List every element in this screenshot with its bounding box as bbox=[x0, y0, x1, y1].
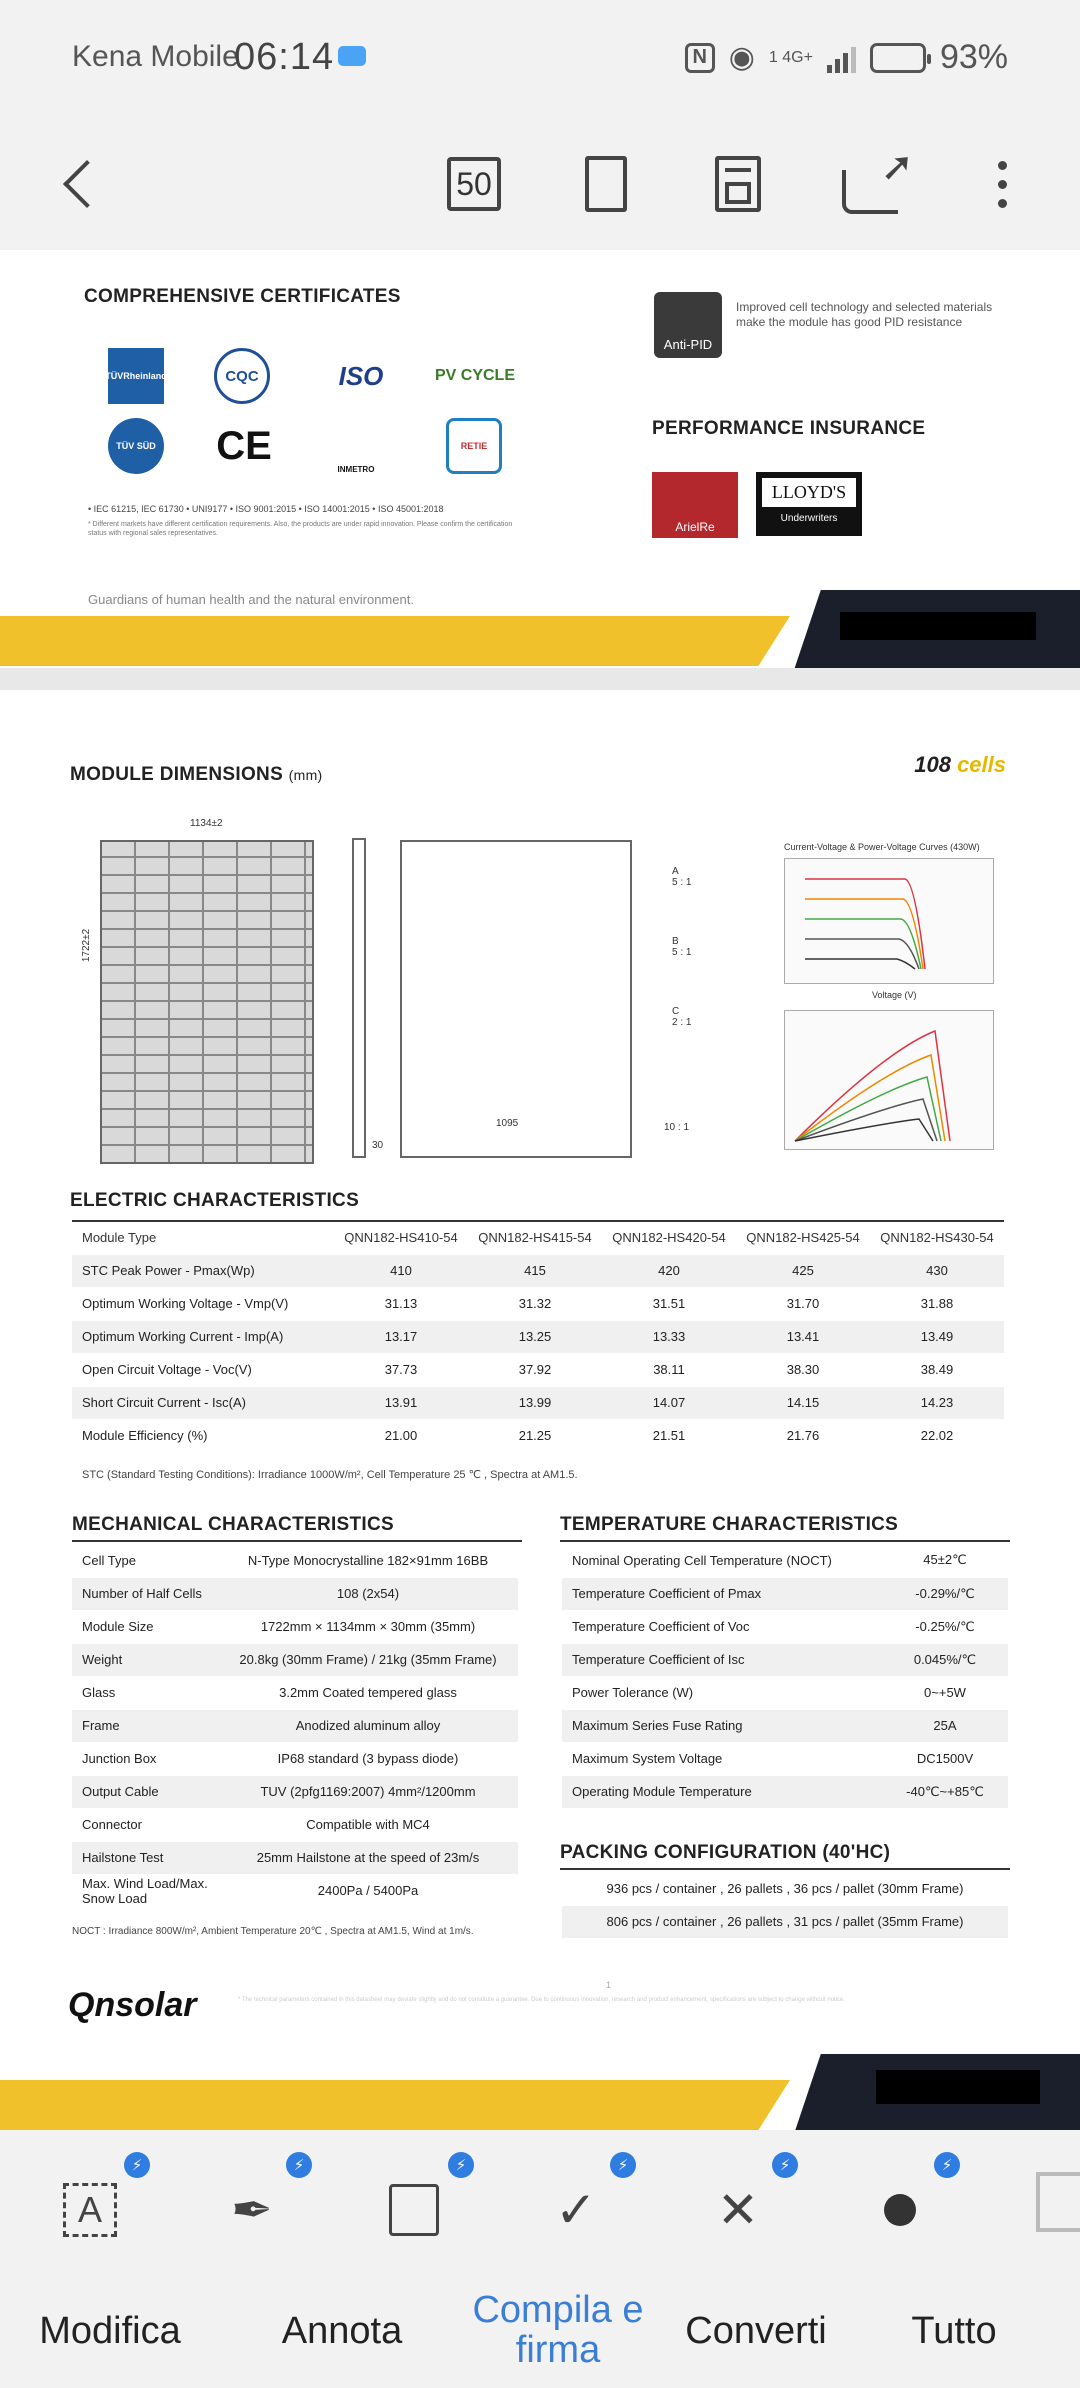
table-row bbox=[562, 1905, 1008, 1938]
notification-icon bbox=[338, 46, 366, 66]
table-cell: Number of Half Cells bbox=[72, 1577, 218, 1610]
cells-label bbox=[914, 752, 1006, 778]
table-cell: 420 bbox=[602, 1254, 736, 1287]
dot-icon[interactable] bbox=[860, 2170, 940, 2250]
table-cell: 31.70 bbox=[736, 1287, 870, 1320]
tuv-rheinland-logo: TÜVRheinland bbox=[108, 348, 164, 404]
back-button[interactable] bbox=[40, 144, 120, 224]
table-cell: Frame bbox=[72, 1709, 218, 1742]
premium-badge-icon: ⚡ bbox=[772, 2152, 798, 2178]
table-row bbox=[72, 1577, 518, 1610]
table-cell: 936 pcs / container , 26 pallets , 36 pcs / pallet (30mm Frame) bbox=[562, 1872, 1008, 1905]
cert-note: * Different markets have different certification requirements. Also, the products are under rapid innovation. Please confirm the certification status with regional sales representatives. bbox=[88, 521, 513, 537]
status-icons bbox=[685, 38, 1008, 77]
table-cell: Junction Box bbox=[72, 1742, 218, 1775]
table-cell: Cell Type bbox=[72, 1544, 218, 1577]
section-details: A 5 : 1 B 5 : 1 C 2 : 1 10 : 1 bbox=[664, 866, 692, 1133]
table-cell: Optimum Working Current - Imp(A) bbox=[72, 1320, 334, 1353]
table-cell: Module Efficiency (%) bbox=[72, 1419, 334, 1452]
pen-icon[interactable]: ✒ bbox=[231, 2182, 273, 2238]
table-cell: Glass bbox=[72, 1676, 218, 1709]
pv-curve-svg bbox=[785, 1011, 995, 1151]
action-annota[interactable]: Annota bbox=[281, 2310, 403, 2352]
table-cell: 430 bbox=[870, 1254, 1004, 1287]
table-cell: 45±2℃ bbox=[882, 1544, 1008, 1577]
cqc-logo: CQC bbox=[214, 348, 270, 404]
electric-header-row bbox=[72, 1221, 1004, 1254]
table-row bbox=[72, 1709, 518, 1742]
table-cell: 14.07 bbox=[602, 1386, 736, 1419]
partial-tool-icon[interactable] bbox=[1036, 2172, 1080, 2232]
table-cell: 425 bbox=[736, 1254, 870, 1287]
iso-logo: ISO bbox=[338, 360, 384, 391]
module-back-drawing bbox=[400, 840, 632, 1158]
table-cell: QNN182-HS425-54 bbox=[736, 1221, 870, 1254]
table-cell: QNN182-HS415-54 bbox=[468, 1221, 602, 1254]
app-toolbar bbox=[0, 120, 1080, 250]
table-cell: Temperature Coefficient of Voc bbox=[562, 1610, 882, 1643]
dim-height: 1722±2 bbox=[81, 928, 93, 963]
table-cell: 415 bbox=[468, 1254, 602, 1287]
table-row bbox=[72, 1676, 518, 1709]
table-cell: N-Type Monocrystalline 182×91mm 16BB bbox=[218, 1544, 518, 1577]
table-row bbox=[562, 1643, 1008, 1676]
table-row bbox=[72, 1419, 1004, 1452]
hotspot-icon: ◉ bbox=[728, 41, 755, 74]
table-cell: 3.2mm Coated tempered glass bbox=[218, 1676, 518, 1709]
table-row bbox=[562, 1577, 1008, 1610]
certificates-title: COMPREHENSIVE CERTIFICATES bbox=[84, 286, 401, 307]
status-bar bbox=[0, 0, 1080, 120]
table-cell: 21.25 bbox=[468, 1419, 602, 1452]
table-cell: DC1500V bbox=[882, 1742, 1008, 1775]
chart-title: Current-Voltage & Power-Voltage Curves (430W) bbox=[784, 842, 980, 852]
battery-icon bbox=[870, 43, 926, 73]
table-cell: 13.41 bbox=[736, 1320, 870, 1353]
table-row bbox=[72, 1254, 1004, 1287]
back-icon bbox=[63, 160, 111, 208]
table-cell: 31.32 bbox=[468, 1287, 602, 1320]
more-options-button[interactable] bbox=[962, 144, 1042, 224]
table-cell: 13.25 bbox=[468, 1320, 602, 1353]
table-row bbox=[72, 1320, 1004, 1353]
table-row bbox=[72, 1742, 518, 1775]
nfc-icon: N bbox=[685, 43, 715, 73]
table-cell: Weight bbox=[72, 1643, 218, 1676]
insurance-title: PERFORMANCE INSURANCE bbox=[652, 418, 926, 439]
temperature-title: TEMPERATURE CHARACTERISTICS bbox=[560, 1514, 899, 1535]
table-cell: 31.13 bbox=[334, 1287, 468, 1320]
dim-frame: 30 bbox=[372, 1140, 384, 1151]
stc-note: STC (Standard Testing Conditions): Irradiance 1000W/m², Cell Temperature 25 ℃ , Spectra at AM1.5. bbox=[82, 1469, 578, 1481]
more-options-icon bbox=[998, 161, 1007, 208]
anti-pid-badge: Anti-PID bbox=[654, 292, 722, 358]
ariel-re-logo: ArielRe bbox=[652, 472, 738, 538]
table-row bbox=[72, 1775, 518, 1808]
module-dimensions-unit: (mm) bbox=[288, 767, 323, 783]
yellow-band bbox=[0, 616, 790, 666]
table-cell: 21.76 bbox=[736, 1419, 870, 1452]
table-cell: Nominal Operating Cell Temperature (NOCT) bbox=[562, 1544, 882, 1577]
table-row bbox=[72, 1544, 518, 1577]
network-type: 1 4G+ bbox=[768, 48, 813, 66]
table-cell: 38.11 bbox=[602, 1353, 736, 1386]
table-row bbox=[562, 1676, 1008, 1709]
table-cell: 2400Pa / 5400Pa bbox=[218, 1874, 518, 1907]
zoom-button[interactable] bbox=[434, 144, 514, 224]
clock: 06:14 bbox=[234, 36, 335, 78]
text-edit-glyph: A bbox=[63, 2183, 117, 2237]
table-cell: 13.99 bbox=[468, 1386, 602, 1419]
check-icon[interactable]: ✓ bbox=[555, 2182, 597, 2238]
packing-rule bbox=[560, 1868, 1010, 1870]
electric-title: ELECTRIC CHARACTERISTICS bbox=[70, 1190, 360, 1211]
table-row bbox=[562, 1872, 1008, 1905]
table-cell: Connector bbox=[72, 1808, 218, 1841]
module-front-drawing bbox=[100, 840, 314, 1164]
table-cell: 1722mm × 1134mm × 30mm (35mm) bbox=[218, 1610, 518, 1643]
table-cell: 108 (2x54) bbox=[218, 1577, 518, 1610]
signal-icon bbox=[827, 43, 856, 73]
table-cell: 13.91 bbox=[334, 1386, 468, 1419]
noct-note: NOCT : Irradiance 800W/m², Ambient Temperature 20℃ , Spectra at AM1.5, Wind at 1m/s. bbox=[72, 1926, 474, 1937]
pv-cycle-logo: PV CYCLE bbox=[434, 367, 515, 384]
fit-page-icon bbox=[585, 156, 627, 212]
table-cell: 22.02 bbox=[870, 1419, 1004, 1452]
mechanical-title: MECHANICAL CHARACTERISTICS bbox=[72, 1514, 395, 1535]
page-number: 1 bbox=[606, 1980, 612, 1990]
table-cell: Optimum Working Voltage - Vmp(V) bbox=[72, 1287, 334, 1320]
tuv-sud-logo: TÜV SÜD bbox=[108, 418, 164, 474]
table-cell: -0.29%/℃ bbox=[882, 1577, 1008, 1610]
table-cell: Temperature Coefficient of Isc bbox=[562, 1643, 882, 1676]
table-cell: 13.33 bbox=[602, 1320, 736, 1353]
form-glyph bbox=[389, 2184, 439, 2236]
text-edit-icon[interactable] bbox=[50, 2170, 130, 2250]
table-row bbox=[72, 1808, 518, 1841]
table-cell: 13.17 bbox=[334, 1320, 468, 1353]
table-cell: Module Type bbox=[72, 1221, 334, 1254]
table-row bbox=[72, 1386, 1004, 1419]
premium-badge-icon: ⚡ bbox=[286, 2152, 312, 2178]
table-cell: 13.49 bbox=[870, 1320, 1004, 1353]
lloyds-name: LLOYD'S bbox=[762, 478, 856, 507]
table-cell: 25A bbox=[882, 1709, 1008, 1742]
table-cell: Anodized aluminum alloy bbox=[218, 1709, 518, 1742]
dim-width: 1134±2 bbox=[190, 818, 223, 829]
retie-logo: RETIE bbox=[446, 418, 502, 474]
table-cell: Hailstone Test bbox=[72, 1841, 218, 1874]
packing-table bbox=[562, 1872, 1008, 1939]
cells-word: cells bbox=[957, 752, 1006, 777]
table-row bbox=[562, 1742, 1008, 1775]
dot-glyph bbox=[884, 2194, 916, 2226]
table-cell: STC Peak Power - Pmax(Wp) bbox=[72, 1254, 334, 1287]
premium-badge-icon: ⚡ bbox=[934, 2152, 960, 2178]
table-cell: QNN182-HS430-54 bbox=[870, 1221, 1004, 1254]
table-row bbox=[72, 1287, 1004, 1320]
table-cell: 14.23 bbox=[870, 1386, 1004, 1419]
pv-curve-chart bbox=[784, 1010, 994, 1150]
action-compila-firma[interactable]: Compila e firma bbox=[472, 2289, 644, 2371]
table-cell: 38.30 bbox=[736, 1353, 870, 1386]
table-cell: 38.49 bbox=[870, 1353, 1004, 1386]
table-cell: -40℃~+85℃ bbox=[882, 1775, 1008, 1808]
table-row bbox=[562, 1709, 1008, 1742]
yellow-band bbox=[0, 2080, 790, 2130]
table-cell: 14.15 bbox=[736, 1386, 870, 1419]
table-row bbox=[72, 1610, 518, 1643]
temperature-table bbox=[562, 1544, 1008, 1809]
packing-title: PACKING CONFIGURATION (40'HC) bbox=[560, 1842, 891, 1863]
lloyds-logo bbox=[756, 472, 862, 536]
lloyds-sub: Underwriters bbox=[780, 513, 838, 524]
table-cell: Power Tolerance (W) bbox=[562, 1676, 882, 1709]
table-cell: 37.92 bbox=[468, 1353, 602, 1386]
table-cell: Short Circuit Current - Isc(A) bbox=[72, 1386, 334, 1419]
share-button[interactable] bbox=[830, 144, 910, 224]
table-cell: TUV (2pfg1169:2007) 4mm²/1200mm bbox=[218, 1775, 518, 1808]
module-dimensions-label: MODULE DIMENSIONS bbox=[70, 764, 284, 785]
iv-curve-svg bbox=[785, 859, 995, 985]
bottom-action-bar bbox=[0, 2130, 1080, 2388]
table-cell: 410 bbox=[334, 1254, 468, 1287]
guardians-slogan: Guardians of human health and the natural environment. bbox=[88, 592, 414, 607]
table-cell: -0.25%/℃ bbox=[882, 1610, 1008, 1643]
table-cell: 21.51 bbox=[602, 1419, 736, 1452]
action-modifica[interactable]: Modifica bbox=[39, 2310, 181, 2352]
cert-list: • IEC 61215, IEC 61730 • UNI9177 • ISO 9001:2015 • ISO 14001:2015 • ISO 45001:2018 bbox=[88, 504, 444, 514]
table-cell: Operating Module Temperature bbox=[562, 1775, 882, 1808]
mechanical-rule bbox=[72, 1540, 522, 1542]
table-row bbox=[562, 1610, 1008, 1643]
redacted-box bbox=[840, 612, 1036, 640]
iv-curve-chart bbox=[784, 858, 994, 984]
table-cell: 31.51 bbox=[602, 1287, 736, 1320]
redacted-box bbox=[876, 2070, 1040, 2104]
frame-side-drawing bbox=[352, 838, 366, 1158]
zoom-level: 50 bbox=[447, 157, 501, 211]
premium-badge-icon: ⚡ bbox=[448, 2152, 474, 2178]
dim-inner: 1095 bbox=[496, 1118, 519, 1129]
electric-table bbox=[72, 1220, 1004, 1453]
table-cell: Temperature Coefficient of Pmax bbox=[562, 1577, 882, 1610]
close-icon[interactable]: ✕ bbox=[717, 2182, 759, 2238]
battery-level: 93% bbox=[939, 38, 1008, 76]
table-cell: 37.73 bbox=[334, 1353, 468, 1386]
table-cell: Output Cable bbox=[72, 1775, 218, 1808]
page-gap bbox=[0, 668, 1080, 690]
temperature-rule bbox=[560, 1540, 1010, 1542]
pid-description: Improved cell technology and selected materials make the module has good PID resistance bbox=[736, 300, 993, 329]
pdf-page-current[interactable] bbox=[0, 690, 1080, 2130]
action-converti[interactable]: Converti bbox=[685, 2310, 827, 2352]
reading-mode-icon bbox=[715, 156, 761, 212]
action-tutto[interactable]: Tutto bbox=[911, 2310, 997, 2352]
table-cell: IP68 standard (3 bypass diode) bbox=[218, 1742, 518, 1775]
table-cell: 20.8kg (30mm Frame) / 21kg (35mm Frame) bbox=[218, 1643, 518, 1676]
table-row bbox=[72, 1353, 1004, 1386]
carrier-name: Kena Mobile bbox=[72, 40, 239, 73]
table-cell: 0~+5W bbox=[882, 1676, 1008, 1709]
table-cell: Max. Wind Load/Max. Snow Load bbox=[72, 1874, 218, 1907]
table-row bbox=[72, 1643, 518, 1676]
table-cell: Open Circuit Voltage - Voc(V) bbox=[72, 1353, 334, 1386]
brand-logo: Qnsolar bbox=[68, 1986, 197, 2024]
table-row bbox=[72, 1874, 518, 1907]
premium-badge-icon: ⚡ bbox=[124, 2152, 150, 2178]
reading-mode-button[interactable] bbox=[698, 144, 778, 224]
form-icon[interactable] bbox=[374, 2170, 454, 2250]
table-cell: QNN182-HS420-54 bbox=[602, 1221, 736, 1254]
table-cell: 806 pcs / container , 26 pallets , 31 pcs / pallet (35mm Frame) bbox=[562, 1905, 1008, 1938]
table-row bbox=[562, 1544, 1008, 1577]
table-cell: 21.00 bbox=[334, 1419, 468, 1452]
pdf-page-previous[interactable] bbox=[0, 250, 1080, 668]
inmetro-logo: INMETRO bbox=[337, 465, 375, 474]
disclaimer-text: * The technical parameters contained in this datasheet may deviate slightly and do not constitute a guarantee. Due to continuous innovation, research and product enhancement, specifications are subject to change without notice. bbox=[238, 1997, 845, 2003]
premium-badge-icon: ⚡ bbox=[610, 2152, 636, 2178]
table-cell: Compatible with MC4 bbox=[218, 1808, 518, 1841]
table-cell: 0.045%/℃ bbox=[882, 1643, 1008, 1676]
mechanical-table bbox=[72, 1544, 518, 1908]
table-row bbox=[562, 1775, 1008, 1808]
chart-xlabel: Voltage (V) bbox=[872, 990, 917, 1000]
table-cell: QNN182-HS410-54 bbox=[334, 1221, 468, 1254]
table-cell: 31.88 bbox=[870, 1287, 1004, 1320]
table-cell: Maximum System Voltage bbox=[562, 1742, 882, 1775]
cells-count: 108 bbox=[914, 752, 951, 777]
table-cell: 25mm Hailstone at the speed of 23m/s bbox=[218, 1841, 518, 1874]
fit-page-button[interactable] bbox=[566, 144, 646, 224]
table-cell: Maximum Series Fuse Rating bbox=[562, 1709, 882, 1742]
ce-logo: CE bbox=[216, 423, 272, 468]
module-dimensions-title bbox=[70, 764, 323, 786]
share-icon bbox=[842, 170, 898, 214]
table-cell: Module Size bbox=[72, 1610, 218, 1643]
table-row bbox=[72, 1841, 518, 1874]
